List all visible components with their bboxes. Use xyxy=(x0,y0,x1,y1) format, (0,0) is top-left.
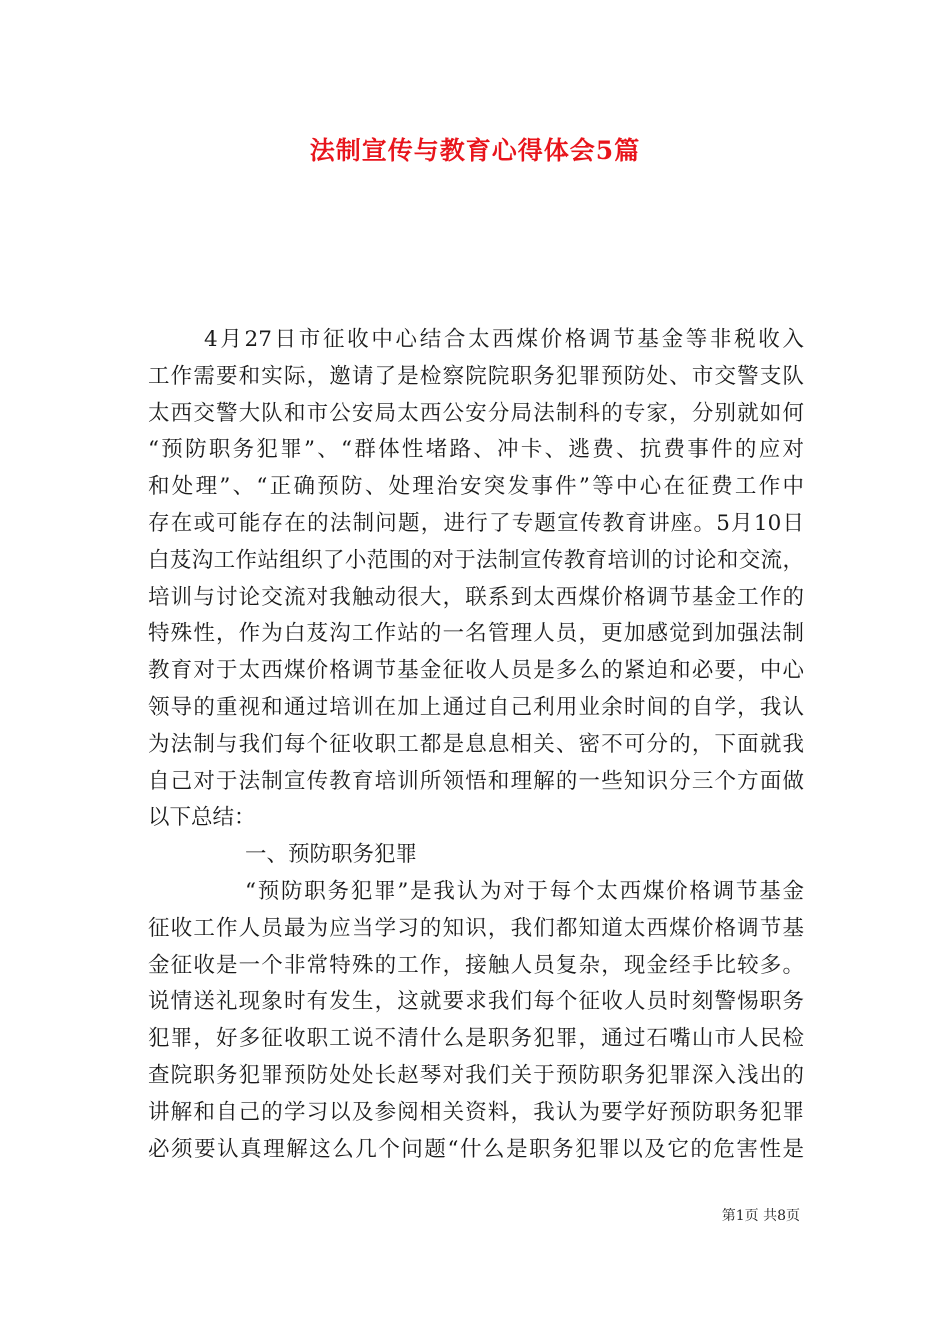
text-line: 自己对于法制宣传教育培训所领悟和理解的一些知识分三个方面做 xyxy=(148,768,804,794)
text-line: 白芨沟工作站组织了小范围的对于法制宣传教育培训的讨论和交流， xyxy=(148,547,804,573)
text-line: 讲解和自己的学习以及参阅相关资料，我认为要学好预防职务犯罪 xyxy=(148,1099,804,1125)
text-line: 领导的重视和通过培训在加上通过自己利用业余时间的自学，我认 xyxy=(148,694,804,720)
section-heading: 一、预防职务犯罪 xyxy=(245,842,418,868)
page-number-footer: 第1页 共8页 xyxy=(721,1208,800,1224)
text-line: 查院职务犯罪预防处处长赵琴对我们关于预防职务犯罪深入浅出的 xyxy=(148,1062,804,1088)
text-line: 金征收是一个非常特殊的工作，接触人员复杂，现金经手比较多。 xyxy=(148,952,804,978)
text-line: 必须要认真理解这么几个问题“什么是职务犯罪以及它的危害性是 xyxy=(148,1136,804,1162)
document-title: 法制宣传与教育心得体会5篇 xyxy=(309,136,641,165)
text-line: 和处理”、“正确预防、处理治安突发事件”等中心在征费工作中 xyxy=(148,474,804,500)
text-line: 特殊性，作为白芨沟工作站的一名管理人员，更加感觉到加强法制 xyxy=(148,621,804,647)
text-line: 以下总结： xyxy=(148,805,256,831)
text-line: 培训与讨论交流对我触动很大，联系到太西煤价格调节基金工作的 xyxy=(148,584,804,610)
text-line: 存在或可能存在的法制问题，进行了专题宣传教育讲座。5月10日 xyxy=(148,510,804,536)
text-line: 太西交警大队和市公安局太西公安分局法制科的专家，分别就如何 xyxy=(148,400,804,426)
text-line: 4月27日市征收中心结合太西煤价格调节基金等非税收入 xyxy=(204,327,804,352)
text-line: “预防职务犯罪”是我认为对于每个太西煤价格调节基金 xyxy=(245,878,804,904)
text-line: 征收工作人员最为应当学习的知识，我们都知道太西煤价格调节基 xyxy=(148,915,804,941)
text-line: 犯罪，好多征收职工说不清什么是职务犯罪，通过石嘴山市人民检 xyxy=(148,1026,804,1052)
text-line: “预防职务犯罪”、“群体性堵路、冲卡、逃费、抗费事件的应对 xyxy=(148,437,804,463)
text-line: 工作需要和实际，邀请了是检察院院职务犯罪预防处、市交警支队 xyxy=(148,363,804,389)
text-line: 说情送礼现象时有发生，这就要求我们每个征收人员时刻警惕职务 xyxy=(148,989,804,1015)
text-line: 为法制与我们每个征收职工都是息息相关、密不可分的，下面就我 xyxy=(148,731,804,757)
text-line: 教育对于太西煤价格调节基金征收人员是多么的紧迫和必要，中心 xyxy=(148,658,804,684)
document-body xyxy=(148,322,804,1168)
